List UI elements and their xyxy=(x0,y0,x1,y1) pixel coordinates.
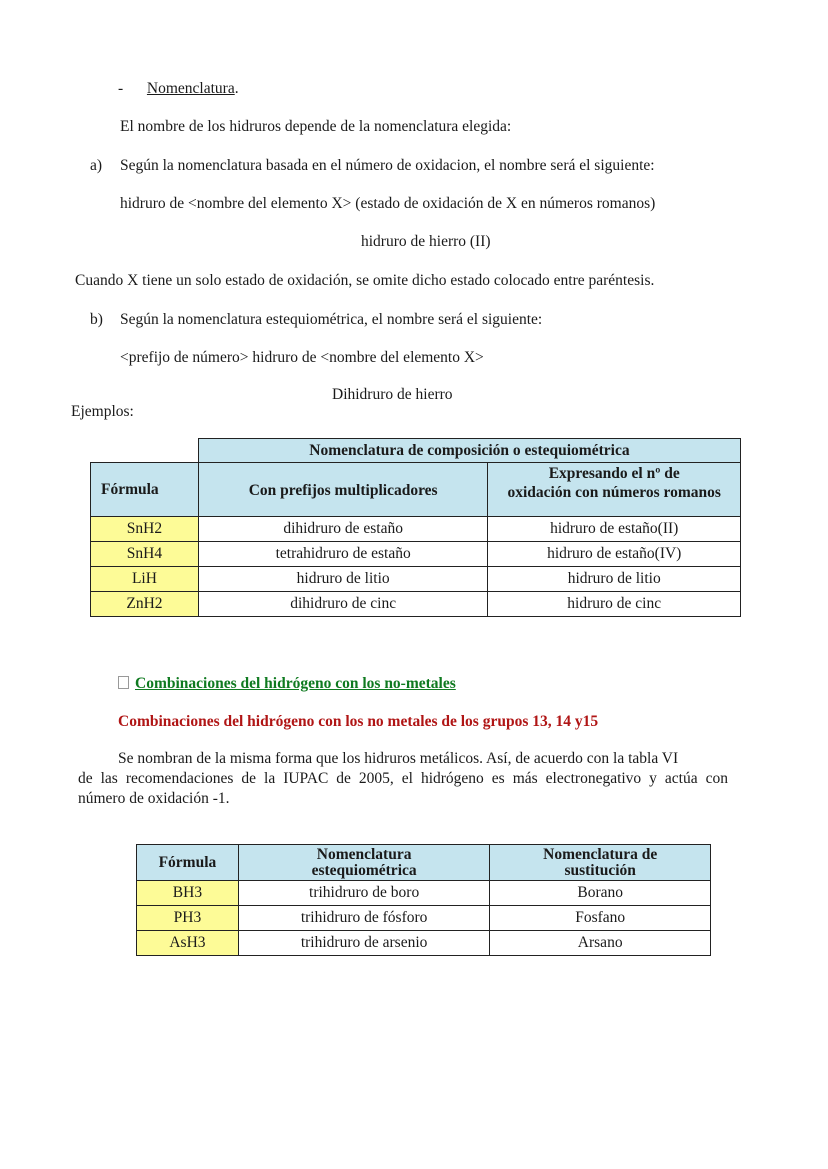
item-b-text: Según la nomenclatura estequiométrica, el nombre será el siguiente: xyxy=(120,311,543,328)
paragraph-line-2: de las recomendaciones de la IUPAC de 2005, el hidrógeno es más electronegativo y actúa con xyxy=(78,770,728,787)
prefix-cell: tetrahidruro de estaño xyxy=(198,542,488,567)
nomenclatura-heading xyxy=(118,80,239,98)
intro-text: El nombre de los hidruros depende de la nomenclatura elegida: xyxy=(120,118,512,135)
stoich-cell: trihidruro de arsenio xyxy=(238,931,490,956)
table-row xyxy=(91,517,741,542)
col-formula-header: Fórmula xyxy=(91,463,199,517)
col-formula-header: Fórmula xyxy=(137,845,239,881)
col-subst-header-line2: sustitución xyxy=(564,861,636,879)
formula-cell: ZnH2 xyxy=(91,592,199,617)
roman-cell: hidruro de litio xyxy=(488,567,741,592)
col-roman-header-line1: Expresando el nº de xyxy=(548,465,680,482)
prefix-cell: dihidruro de cinc xyxy=(198,592,488,617)
formula-cell: PH3 xyxy=(137,906,239,931)
single-state-note: Cuando X tiene un solo estado de oxidación, se omite dicho estado colocado entre paréntesis. xyxy=(75,272,655,289)
table-row xyxy=(91,567,741,592)
col-roman-header-line2: oxidación con números romanos xyxy=(507,484,721,501)
paragraph-line-3: número de oxidación -1. xyxy=(78,790,230,807)
formula-cell: LiH xyxy=(91,567,199,592)
subst-cell: Borano xyxy=(490,881,711,906)
empty-corner-cell xyxy=(91,439,199,463)
item-b-marker: b) xyxy=(90,311,103,328)
item-a-example: hidruro de hierro (II) xyxy=(361,233,491,250)
table-row xyxy=(137,931,711,956)
roman-cell: hidruro de estaño(II) xyxy=(488,517,741,542)
item-a-marker: a) xyxy=(90,157,103,174)
prefix-cell: dihidruro de estaño xyxy=(198,517,488,542)
table-row xyxy=(137,906,711,931)
heading-suffix: . xyxy=(234,80,239,97)
nonmetal-hydride-table xyxy=(136,844,711,956)
groups-subtitle: Combinaciones del hidrógeno con los no metales de los grupos 13, 14 y15 xyxy=(118,713,599,730)
col-prefix-header: Con prefijos multiplicadores xyxy=(198,463,488,517)
col-stoich-header-line2: estequiométrica xyxy=(311,861,417,879)
paragraph-line-1: Se nombran de la misma forma que los hidruros metálicos. Así, de acuerdo con la tabla VI xyxy=(118,750,679,767)
item-a-text: Según la nomenclatura basada en el número de oxidacion, el nombre será el siguiente: xyxy=(120,157,655,174)
col-subst-header xyxy=(490,845,711,881)
nonmetals-title xyxy=(118,675,456,693)
formula-cell: AsH3 xyxy=(137,931,239,956)
col-stoich-header-line1: Nomenclatura xyxy=(316,845,412,863)
col-subst-header-line1: Nomenclatura de xyxy=(543,845,658,863)
item-a-pattern: hidruro de <nombre del elemento X> (estado de oxidación de X en números romanos) xyxy=(120,195,656,212)
nonmetals-title-text: Combinaciones del hidrógeno con los no-metales xyxy=(135,675,456,692)
group-header: Nomenclatura de composición o estequiométrica xyxy=(198,439,740,463)
table-row xyxy=(137,881,711,906)
stoich-cell: trihidruro de fósforo xyxy=(238,906,490,931)
heading-text: Nomenclatura xyxy=(146,80,235,97)
prefix-cell: hidruro de litio xyxy=(198,567,488,592)
checkbox-bullet-icon xyxy=(118,676,129,689)
formula-cell: SnH2 xyxy=(91,517,199,542)
col-roman-header xyxy=(488,463,741,517)
roman-cell: hidruro de cinc xyxy=(488,592,741,617)
hydride-table xyxy=(90,438,741,617)
table-row xyxy=(91,542,741,567)
stoich-cell: trihidruro de boro xyxy=(238,881,490,906)
item-b-pattern: <prefijo de número> hidruro de <nombre del elemento X> xyxy=(120,349,484,366)
formula-cell: BH3 xyxy=(137,881,239,906)
roman-cell: hidruro de estaño(IV) xyxy=(488,542,741,567)
examples-label: Ejemplos: xyxy=(71,403,134,420)
subst-cell: Arsano xyxy=(490,931,711,956)
bullet-dash: - xyxy=(118,80,124,97)
subst-cell: Fosfano xyxy=(490,906,711,931)
col-stoich-header xyxy=(238,845,490,881)
item-b-example: Dihidruro de hierro xyxy=(332,386,453,403)
table-row xyxy=(91,592,741,617)
formula-cell: SnH4 xyxy=(91,542,199,567)
